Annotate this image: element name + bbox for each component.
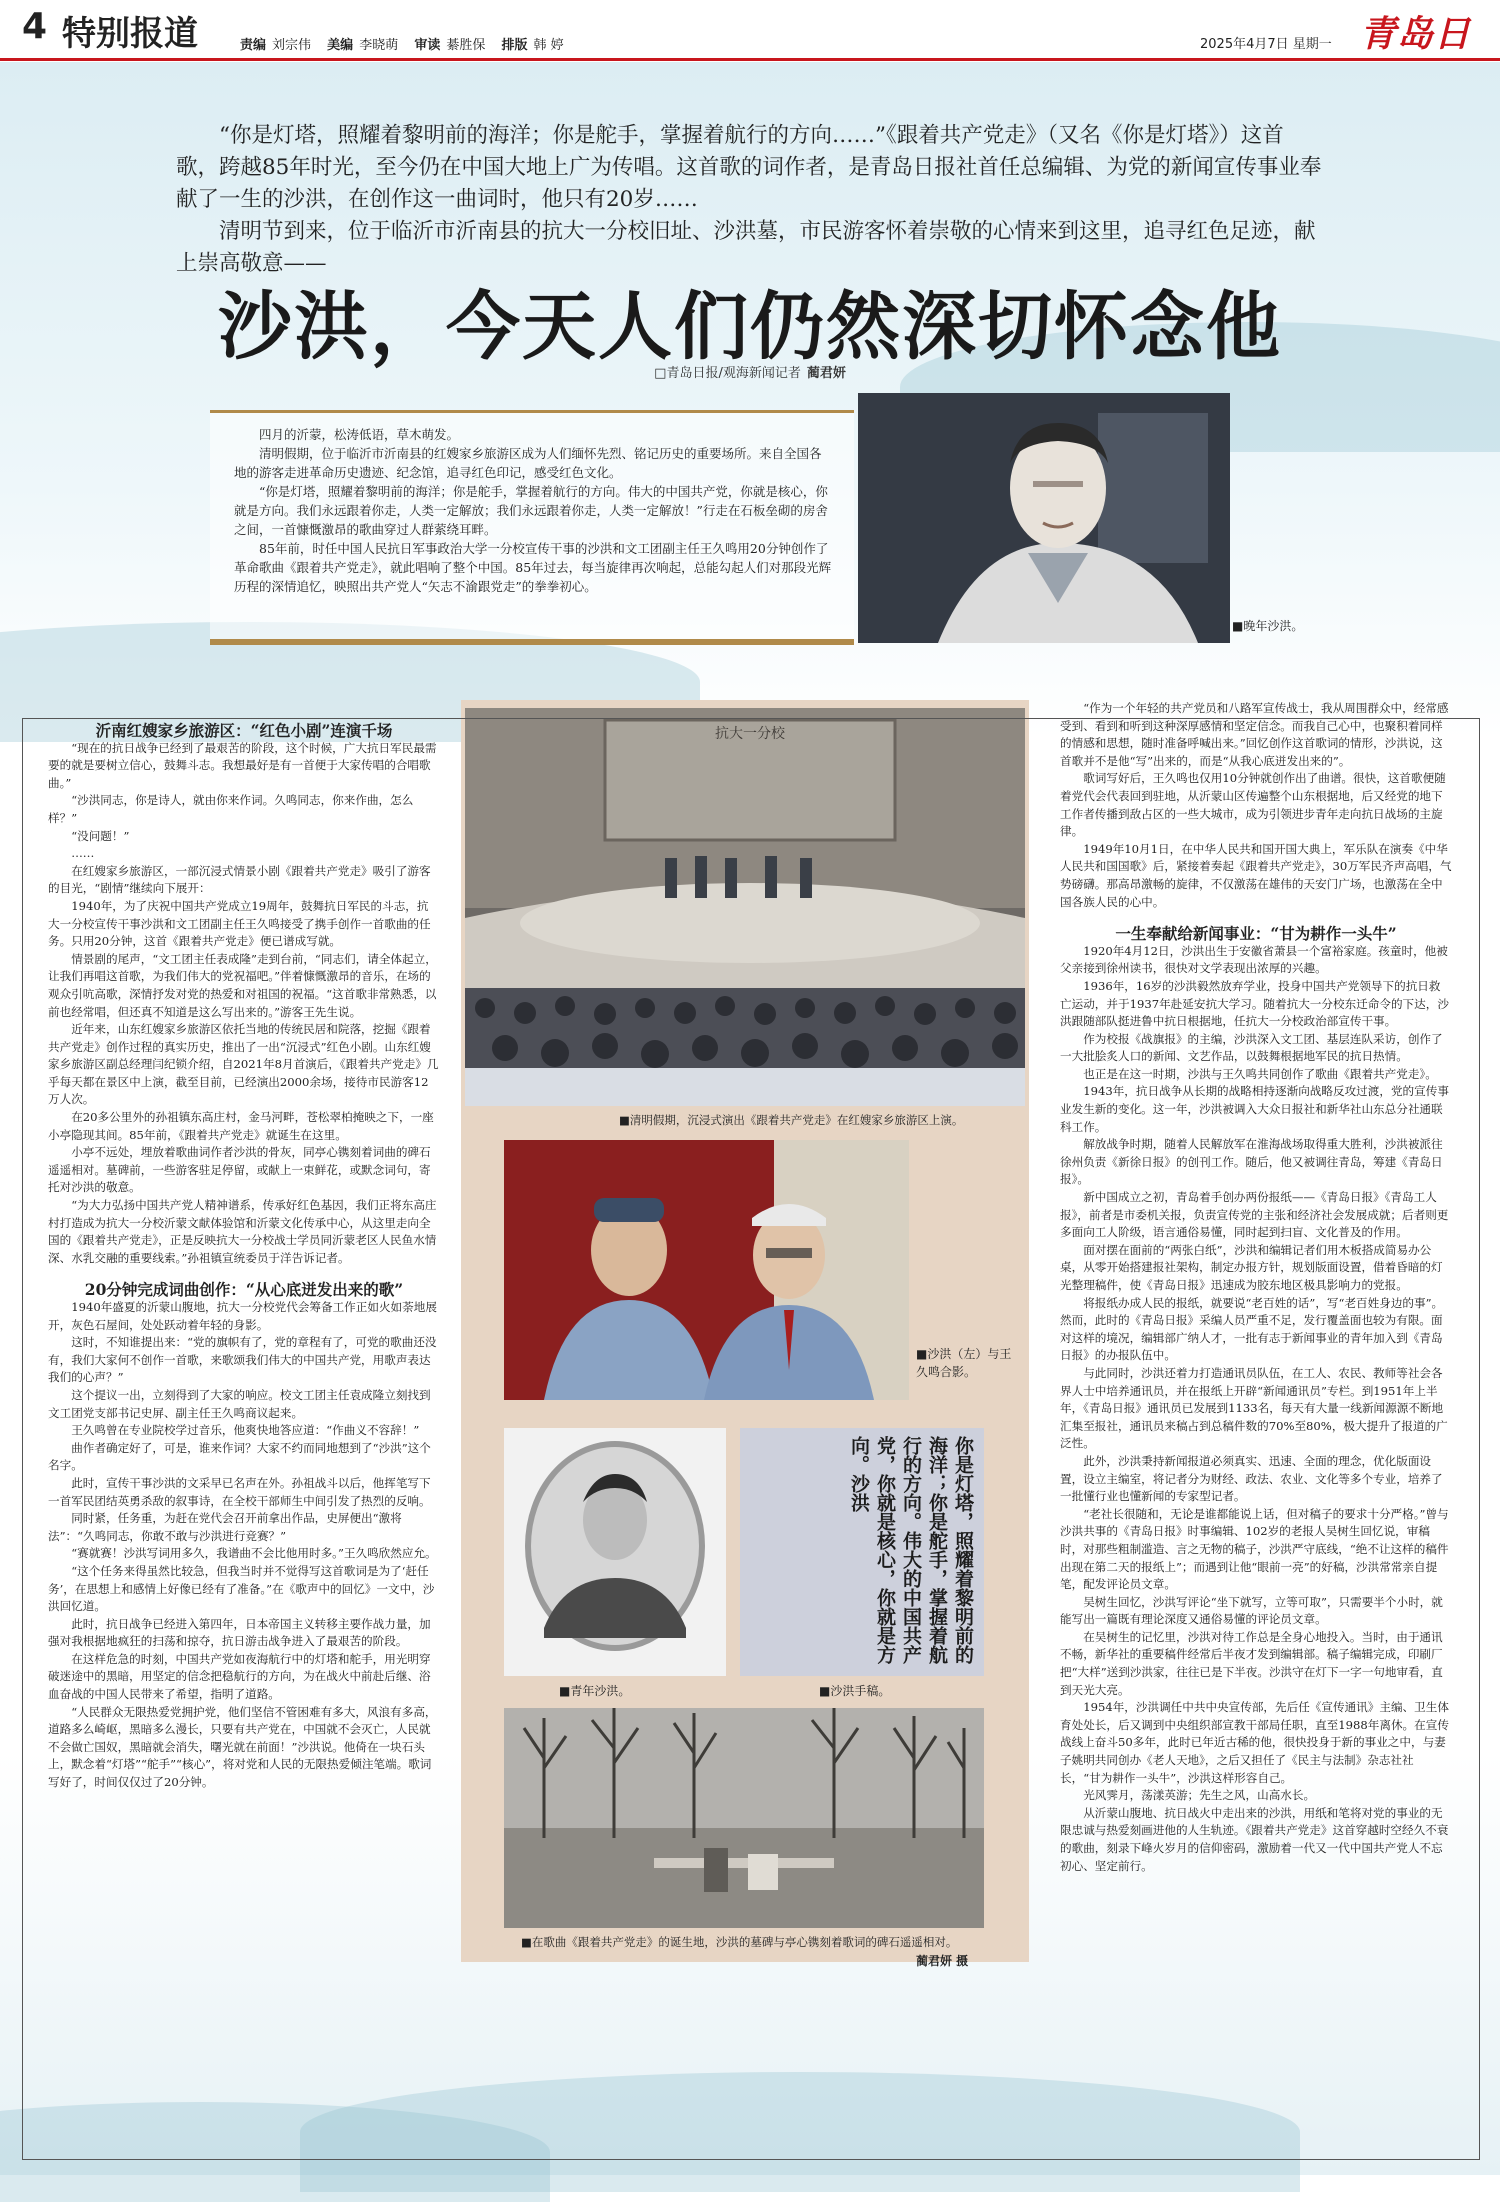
- body-paragraph: 在20多公里外的孙祖镇东高庄村，金马河畔，苍松翠柏掩映之下，一座小亭隐现其间。85年前，《跟着共产党走》就诞生在这里。: [48, 1110, 434, 1142]
- body-paragraph: 此时，抗日战争已经进入第四年，日本帝国主义转移主要作战力量，加强对我根据地疯狂的扫荡和掠夺，抗日游击战争进入了最艰苦的阶段。: [48, 1616, 431, 1649]
- portrait-photo: [858, 393, 1230, 643]
- body-paragraph: 1949年10月1日，在中华人民共和国开国大典上，军乐队在演奏《中华人民共和国国歌》后，紧接着奏起《跟着共产党走》，30万军民齐声高唱，气势磅礴。那高昂激畅的旋律，不仅激荡在雄伟的天安门广场，也激荡在全中国各族人民的心中。: [1060, 841, 1452, 909]
- editor-credits: [240, 34, 564, 53]
- body-paragraph: “为大力弘扬中国共产党人精神谱系，传承好红色基因，我们正将东高庄村打造成为抗大一分校沂蒙文献体验馆和沂蒙文化传承中心，从这里走向全国的《跟着共产党走》，正是反映抗大一分校战士学员同沂蒙老区人民鱼水情深、水乳交融的重要线索。”孙祖镇宣统委员于洋告诉记者。: [48, 1198, 437, 1265]
- body-paragraph: 1936年，16岁的沙洪毅然放弃学业，投身中国共产党领导下的抗日救亡运动，并于1937年赴延安抗大学习。随着抗大一分校东迁命令的下达，沙洪跟随部队挺进鲁中抗日根据地，任抗大一分校政治部宣传干事。: [1060, 978, 1449, 1029]
- right-column: [1060, 700, 1452, 1875]
- body-paragraph: 1954年，沙洪调任中共中央宣传部，先后任《宣传通讯》主编、卫生体育处处长，后又调到中央组织部宣教干部局任职，直至1988年离休。在宣传战线上奋斗50多年，此时已年近古稀的他，很快投身于新的事业之中，与妻子姚明共同创办《老人天地》，之后又担任了《民主与法制》杂志社社长，“甘为耕作一头牛”，沙洪这样形容自己。: [1060, 1700, 1449, 1785]
- body-paragraph: “沙洪同志，你是诗人，就由你来作词。久鸣同志，你来作曲，怎么样？”: [48, 793, 414, 825]
- performance-photo: [465, 708, 1025, 1106]
- left-column: [48, 722, 440, 1792]
- photo-panel: [461, 700, 1029, 1968]
- performance-illustration: [465, 708, 1025, 1106]
- lead-paragraph: 85年前，时任中国人民抗日军事政治大学一分校宣传干事的沙洪和文工团副主任王久鸣用20分钟创作了革命歌曲《跟着共产党走》，就此唱响了整个中国。85年过去，每当旋律再次响起，总能勾起人们对那段光辉历程的深情追忆，映照出共产党人“矢志不渝跟党走”的拳拳初心。: [234, 541, 832, 594]
- credit-role: 责编: [240, 38, 267, 53]
- body-paragraph: 同时紧，任务重，为赶在党代会召开前拿出作品，史屏便出“激将法”：“久鸣同志，你敢不敢与沙洪进行竞赛？”: [48, 1511, 402, 1543]
- handwriting-caption: ■沙洪手稿。: [819, 1684, 891, 1698]
- intro-deck: [176, 120, 1324, 280]
- issue-date: 2025年4月7日 星期一: [1200, 37, 1332, 52]
- lead-paragraph: 四月的沂蒙，松涛低语，草木萌发。: [259, 427, 460, 442]
- photographer-credit: 蔺君妍 摄: [916, 1954, 969, 1968]
- body-paragraph: 王久鸣曾在专业院校学过音乐，他爽快地答应道：“作曲义不容辞！”: [71, 1423, 420, 1438]
- duo-illustration: [504, 1140, 909, 1400]
- body-paragraph: 解放战争时期，随着人民解放军在淮海战场取得重大胜利，沙洪被派往徐州负责《新徐日报》的创刊工作。随后，他又被调往青岛，筹建《青岛日报》。: [1060, 1137, 1443, 1187]
- intro-paragraph: “你是灯塔，照耀着黎明前的海洋；你是舵手，掌握着航行的方向……”《跟着共产党走》（又名《你是灯塔》）这首歌，跨越85年时光，至今仍在中国大地上广为传唱。这首歌的词作者，是青岛日报社首任总编辑、为党的新闻宣传事业奉献了一生的沙洪，在创作这一曲词时，他只有20岁……: [176, 123, 1322, 212]
- memorial-caption: ■在歌曲《跟着共产党走》的诞生地，沙洪的墓碑与亭心镌刻着歌词的碑石遥遥相对。: [521, 1935, 958, 1949]
- body-paragraph: 在吴树生的记忆里，沙洪对待工作总是全身心地投入。当时，由于通讯不畅，新华社的重要稿件经常后半夜才发到编辑部。稿子编辑完成，印刷厂把“大样”送到沙洪家，往往已是下半夜。沙洪守在灯下一字一句地审看，直到天光大亮。: [1060, 1629, 1443, 1697]
- body-paragraph: 近年来，山东红嫂家乡旅游区依托当地的传统民居和院落，挖掘《跟着共产党走》创作过程的真实历史，推出了一出“沉浸式”红色小剧。山东红嫂家乡旅游区副总经理闫纪锁介绍，自2021年8月首演后，《跟着共产党走》几乎每天都在景区中上演，截至目前，已经演出2000余场，接待市民游客12万人次。: [48, 1022, 439, 1107]
- lead-box: [210, 410, 854, 645]
- handwriting-photo: [740, 1428, 984, 1676]
- body-paragraph: 1943年，抗日战争从长期的战略相持逐渐向战略反攻过渡，党的宣传事业发生新的变化。这一年，沙洪被调入大众日报社和新华社山东总分社通联科工作。: [1060, 1084, 1449, 1134]
- young-illustration: [504, 1428, 726, 1676]
- body-paragraph: 情景剧的尾声，“文工团主任表成隆”走到台前，“同志们，请全体起立，让我们再唱这首歌，为我们伟大的党祝福吧。”伴着慷慨激昂的音乐，在场的观众引吭高歌，深情抒发对党的热爱和对祖国的祝福。“这首歌非常熟悉，以前也经常唱，但还真不知道是这么写出来的。”游客王先生说。: [48, 951, 437, 1019]
- body-paragraph: 此外，沙洪秉持新闻报道必须真实、迅速、全面的理念，优化版面设置，设立主编室，将记者分为财经、政法、农业、文化等多个专业，培养了一批懂行业也懂新闻的专家型记者。: [1060, 1453, 1443, 1504]
- young-photo: [504, 1428, 726, 1676]
- byline-prefix: □青岛日报/观海新闻记者: [654, 366, 801, 381]
- body-paragraph: “没问题！”: [71, 828, 130, 843]
- body-paragraph: 吴树生回忆，沙洪写评论“坐下就写，立等可取”，只需要半个小时，就能写出一篇既有理论深度又通俗易懂的评论员文章。: [1060, 1594, 1443, 1627]
- byline: [0, 362, 1500, 381]
- performance-caption: ■清明假期，沉浸式演出《跟着共产党走》在红嫂家乡旅游区上演。: [619, 1113, 964, 1127]
- lead-paragraph: “你是灯塔，照耀着黎明前的海洋；你是舵手，掌握着航行的方向。伟大的中国共产党，你就是核心，你就是方向。我们永远跟着你走，人类一定解放；我们永远跟着你走，人类一定解放！”行走在石板垒砌的房舍之间，一首慷慨激昂的歌曲穿过人群萦绕耳畔。: [234, 484, 828, 537]
- credit-name: 韩 婷: [533, 38, 564, 53]
- body-paragraph: 也正是在这一时期，沙洪与王久鸣共同创作了歌曲《跟着共产党走》。: [1083, 1066, 1437, 1081]
- body-paragraph: 曲作者确定好了，可是，谁来作词？大家不约而同地想到了“沙洪”这个名字。: [48, 1440, 431, 1473]
- credit-name: 綦胜保: [446, 38, 486, 53]
- body-paragraph: 将报纸办成人民的报纸，就要说“老百姓的话”，写“老百姓身边的事”。然而，此时的《青岛日报》采编人员严重不足，发行覆盖面也较为有限。面对这样的境况，编辑部广纳人才，一批有志于新闻事业的青年加入到《青岛日报》的办报队伍中。: [1060, 1295, 1444, 1363]
- credit-name: 刘宗伟: [272, 38, 312, 53]
- memorial-illustration: [504, 1708, 984, 1928]
- duo-caption: ■沙洪（左）与王久鸣合影。: [916, 1347, 1012, 1379]
- body-paragraph: 1940年，为了庆祝中国共产党成立19周年，鼓舞抗日军民的斗志，抗大一分校宣传干事沙洪和文工团副主任王久鸣接受了携手创作一首歌曲的任务。只用20分钟，这首《跟着共产党走》便已谱成写就。: [48, 898, 431, 949]
- duo-photo: [504, 1140, 909, 1400]
- body-paragraph: 歌词写好后，王久鸣也仅用10分钟就创作出了曲谱。很快，这首歌便随着党代会代表回到驻地，从沂蒙山区传遍整个山东根据地，后又经党的地下工作者传播到敌占区的一些大城市，成为引领进步青年走向抗日战场的主旋律。: [1060, 771, 1446, 839]
- body-paragraph: 在红嫂家乡旅游区，一部沉浸式情景小剧《跟着共产党走》吸引了游客的目光，“剧情”继续向下展开：: [48, 863, 431, 896]
- body-paragraph: 新中国成立之初，青岛着手创办两份报纸——《青岛日报》《青岛工人报》，前者是市委机关报，负责宣传党的主张和经济社会发展成就；后者则更多面向工人阶级，语言通俗易懂，同时起到扫盲、文化普及的作用。: [1060, 1190, 1449, 1240]
- body-paragraph: “赛就赛！沙洪写词用多久，我谱曲不会比他用时多。”王久鸣欣然应允。: [71, 1546, 437, 1561]
- body-paragraph: 与此同时，沙洪还着力打造通讯员队伍，在工人、农民、教师等社会各界人士中培养通讯员，并在报纸上开辟“新闻通讯员”专栏。到1951年上半年，《青岛日报》通讯员已发展到1133名，每天有大量一线新闻源源不断地汇集至报社，通讯员来稿占到总稿件数的70%至80%，极大提升了报道的广泛性。: [1060, 1365, 1448, 1451]
- page-number: 4: [22, 6, 48, 47]
- body-paragraph: “现在的抗日战争已经到了最艰苦的阶段，这个时候，广大抗日军民最需要的就是要树立信心，鼓舞斗志。我想最好是有一首便于大家传唱的合唱歌曲。”: [48, 740, 437, 790]
- subheading: 20分钟完成词曲创作：“从心底迸发出来的歌”: [84, 1280, 404, 1300]
- stage-board-title: 抗大一分校: [715, 726, 785, 742]
- body-paragraph: “这个任务来得虽然比较急，但我当时并不觉得写这首歌词是为了‘赶任务’，在思想上和感情上好像已经有了准备。”在《歌声中的回忆》一文中，沙洪回忆道。: [48, 1563, 435, 1614]
- body-paragraph: 面对摆在面前的“两张白纸”，沙洪和编辑记者们用木板搭成简易办公桌，从零开始搭建报社架构，制定办报方针，规划版面设置，借着昏暗的灯光整理稿件，使《青岛日报》迅速成为胶东地区极具影响力的党报。: [1060, 1242, 1443, 1292]
- body-paragraph: 1940年盛夏的沂蒙山腹地，抗大一分校党代会筹备工作正如火如荼地展开，灰色石屋间，处处跃动着年轻的身影。: [48, 1300, 437, 1332]
- section-title: 特别报道: [62, 14, 198, 54]
- handwriting-text: 你是灯塔，照耀着黎明前的海洋；你是舵手，掌握着航行的方向。伟大的中国共产党，你就是核心，你就是方向。沙洪: [848, 1436, 974, 1664]
- lead-text: [234, 425, 832, 596]
- intro-paragraph: 清明节到来，位于临沂市沂南县的抗大一分校旧址、沙洪墓，市民游客怀着崇敬的心情来到这里，追寻红色足迹，献上崇高敬意——: [176, 219, 1316, 276]
- credit-role: 排版: [501, 38, 528, 53]
- body-paragraph: 在这样危急的时刻，中国共产党如夜海航行中的灯塔和舵手，用光明穿破迷途中的黑暗，用坚定的信念把稳航行的方向，为在战火中前赴后继、浴血奋战的中国人民带来了希望，指明了道路。: [48, 1651, 431, 1702]
- body-paragraph: “作为一个年轻的共产党员和八路军宣传战士，我从周围群众中，经常感受到、看到和听到这种深厚感情和坚定信念。而我自己心中，也聚积着同样的情感和思想，随时准备呼喊出来。”回忆创作这首歌词的情形，沙洪说，这首歌并不是他“写”出来的，而是“从我心底迸发出来的”。: [1060, 701, 1449, 768]
- body-paragraph: 这时，不知谁提出来：“党的旗帜有了，党的章程有了，可党的歌曲还没有，我们大家何不创作一首歌，来歌颂我们伟大的中国共产党，用歌声表达我们的心声？”: [48, 1335, 437, 1385]
- body-paragraph: “老社长很随和，无论是谁都能说上话，但对稿子的要求十分严格。”曾与沙洪共事的《青岛日报》时事编辑、102岁的老报人吴树生回忆说，审稿时，对那些粗制滥造、言之无物的稿子，沙洪严守底线，“绝不让这样的稿件出现在第二天的报纸上”；而遇到让他“眼前一亮”的好稿，沙洪常常亲自提笔，配发评论员文章。: [1060, 1506, 1449, 1592]
- memorial-photo: [504, 1708, 984, 1928]
- body-paragraph: 作为校报《战旗报》的主编，沙洪深入文工团、基层连队采访，创作了一大批脍炙人口的新闻、文艺作品，以鼓舞根据地军民的抗日热情。: [1060, 1031, 1443, 1064]
- body-paragraph: 此时，宣传干事沙洪的文采早已名声在外。孙祖战斗以后，他挥笔写下一首军民团结英勇杀敌的叙事诗，在全校干部师生中间引发了热烈的反响。: [48, 1475, 431, 1508]
- portrait-illustration: [858, 393, 1230, 643]
- newspaper-logo: 青岛日: [1360, 13, 1472, 55]
- body-paragraph: “人民群众无限热爱党拥护党，他们坚信不管困难有多大，风浪有多高，道路多么崎岖，黑暗多么漫长，只要有共产党在，中国就不会灭亡，人民就不会做亡国奴，黑暗就会消失，曙光就在前面！”沙洪说。他倚在一块石头上，默念着“灯塔”“舵手”“核心”，将对党和人民的无限热爱倾注笔端。歌词写好了，时间仅仅过了20分钟。: [48, 1704, 437, 1790]
- portrait-caption: ■晚年沙洪。: [1232, 619, 1304, 633]
- lead-paragraph: 清明假期，位于临沂市沂南县的红嫂家乡旅游区成为人们缅怀先烈、铭记历史的重要场所。来自全国各地的游客走进革命历史遗迹、纪念馆，追寻红色印记，感受红色文化。: [234, 446, 822, 480]
- body-paragraph: ……: [71, 846, 95, 861]
- body-paragraph: 这个提议一出，立刻得到了大家的响应。校文工团主任袁成隆立刻找到文工团党支部书记史屏、副主任王久鸣商议起来。: [48, 1387, 431, 1420]
- body-paragraph: 小亭不远处，埋放着歌曲词作者沙洪的骨灰，同亭心镌刻着词曲的碑石遥遥相对。墓碑前，一些游客驻足停留，或献上一束鲜花，或默念词句，寄托对沙洪的敬意。: [48, 1145, 431, 1195]
- subheading: 一生奉献给新闻事业：“甘为耕作一头牛”: [1115, 924, 1397, 944]
- credit-role: 美编: [327, 38, 354, 53]
- young-caption: ■青年沙洪。: [559, 1684, 631, 1698]
- headline: 沙洪，今天人们仍然深切怀念他: [218, 284, 1282, 370]
- body-paragraph: 1920年4月12日，沙洪出生于安徽省萧县一个富裕家庭。孩童时，他被父亲接到徐州读书，很快对文学表现出浓厚的兴趣。: [1060, 943, 1448, 976]
- body-paragraph: 从沂蒙山腹地、抗日战火中走出来的沙洪，用纸和笔将对党的事业的无限忠诚与热爱刻画进他的人生轨迹。《跟着共产党走》这首穿越时空经久不衰的歌曲，刻录下峰火岁月的信仰密码，激励着一代又一代中国共产党人不忘初心、坚定前行。: [1060, 1805, 1449, 1873]
- credit-name: 李晓萌: [359, 38, 399, 53]
- page-header: [0, 0, 1500, 61]
- byline-name: 蔺君妍: [806, 366, 846, 381]
- credit-role: 审读: [414, 38, 441, 53]
- body-paragraph: 光风霁月，荡漾英游；先生之风，山高水长。: [1083, 1788, 1316, 1803]
- subheading: 沂南红嫂家乡旅游区：“红色小剧”连演千场: [95, 721, 393, 740]
